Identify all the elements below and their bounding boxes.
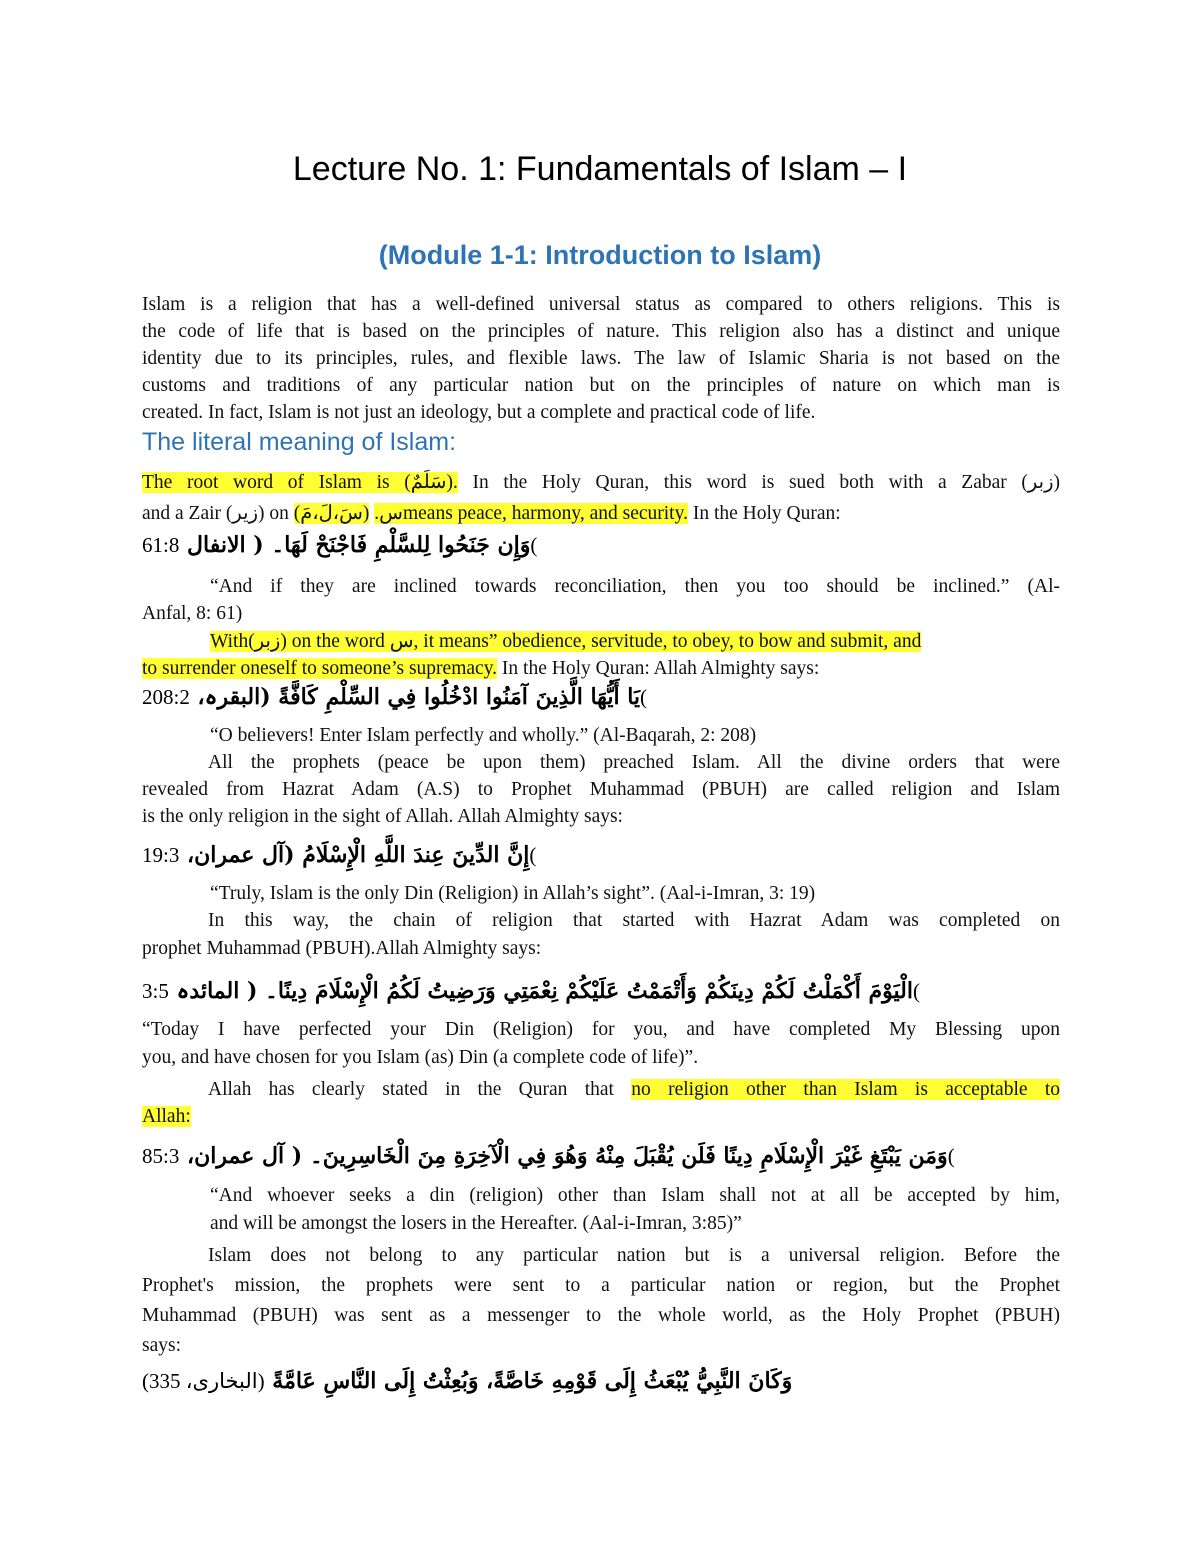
- arabic-text: وَمَن يَبْتَغِ غَيْرَ الْإِسْلَامِ دِينًا فَلَن يُقْبَلَ مِنْهُ وَهُوَ فِي الْآخِرَةِ مِنَ الْخَاسِرِينَ۔ ( آل عمران،: [187, 1143, 948, 1169]
- quran-verse: [142, 842, 742, 868]
- translation-line: and will be amongst the losers in the Hereafter. (Aal-i-Imran, 3:85)”: [210, 1213, 742, 1234]
- verse-reference: 19:3(: [142, 843, 537, 867]
- text-span: Allah has clearly stated in the Quran that: [208, 1079, 632, 1100]
- translation-line: you, and have chosen for you Islam (as) Din (a complete code of life)”.: [142, 1047, 699, 1068]
- text-span: In the Holy Quran, this word is sued both with a Zabar (زبر): [457, 472, 1060, 493]
- universal-line: Prophet's mission, the prophets were sent to a particular nation or region, but the Prophet: [142, 1275, 1060, 1296]
- chain-line: In this way, the chain of religion that started with Hazrat Adam was completed on: [208, 910, 1060, 931]
- translation-line: “And whoever seeks a din (religion) other than Islam shall not at all be accepted by him,: [210, 1185, 1060, 1206]
- quran-verse: [142, 532, 742, 558]
- text-span: In the Holy Quran:: [687, 503, 841, 524]
- quran-verse: [142, 684, 742, 710]
- verse-reference: 3:5(: [142, 979, 920, 1003]
- arabic-text: الْيَوْمَ أَكْمَلْتُ لَكُمْ دِينَكُمْ وَأَتْمَمْتُ عَلَيْكُمْ نِعْمَتِي وَرَضِيتُ لَكُمُ الْإِسْلَامَ دِينًا۔ ( المائدہ: [176, 978, 913, 1004]
- translation-line: “Today I have perfected your Din (Religion) for you, and have completed My Blessing upon: [142, 1019, 1060, 1040]
- obedience-line: [210, 628, 1060, 655]
- prophets-line: All the prophets (peace be upon them) preached Islam. All the divine orders that were: [208, 752, 1060, 773]
- module-heading: (Module 1-1: Introduction to Islam): [378, 240, 822, 270]
- root-word-line: [142, 469, 1060, 496]
- text-span: In the Holy Quran: Allah Almighty says:: [497, 658, 820, 679]
- arabic-text: وَإِن جَنَحُوا لِلسَّلْمِ فَاجْنَحْ لَهَا۔ ( الانفال: [187, 532, 531, 558]
- intro-line: the code of life that is based on the principles of nature. This religion also has a distinct and unique: [142, 321, 1060, 342]
- highlight: (سَ،لَ،مَ)means peace, harmony, and security.: [293, 503, 688, 524]
- acceptance-line: [142, 1103, 1060, 1130]
- chain-line: prophet Muhammad (PBUH).Allah Almighty says:: [142, 938, 542, 959]
- hadith: [142, 1368, 793, 1394]
- intro-line: customs and traditions of any particular nation but on the principles of nature on which man is: [142, 375, 1060, 396]
- universal-line: says:: [142, 1335, 181, 1356]
- translation-line: Anfal, 8: 61): [142, 603, 243, 624]
- root-word-line: [142, 500, 1060, 527]
- acceptance-line: [142, 1076, 1060, 1103]
- intro-line: Islam is a religion that has a well-defined universal status as compared to others religions. This is: [142, 294, 1060, 315]
- arabic-text: إِنَّ الدِّينَ عِندَ اللَّهِ الْإِسْلَامُ (آل عمران،: [187, 842, 530, 868]
- literal-meaning-heading: The literal meaning of Islam:: [142, 428, 457, 456]
- intro-line: identity due to its principles, rules, and flexible laws. The law of Islamic Sharia is not based on the: [142, 348, 1060, 369]
- prophets-line: is the only religion in the sight of Allah. Allah Almighty says:: [142, 806, 623, 827]
- translation-line: “O believers! Enter Islam perfectly and wholly.” (Al-Baqarah, 2: 208): [210, 725, 757, 746]
- quran-verse: [142, 978, 1062, 1004]
- highlight: to surrender oneself to someone’s supremacy.: [142, 658, 498, 679]
- universal-line: Muhammad (PBUH) was sent as a messenger to the whole world, as the Holy Prophet (PBUH): [142, 1305, 1060, 1326]
- highlight: no religion other than Islam is acceptable to: [631, 1079, 1060, 1100]
- verse-reference: 85:3(: [142, 1144, 955, 1168]
- highlight: The root word of Islam is (سَلَمٌ).: [142, 472, 458, 493]
- highlight: س.: [374, 503, 403, 524]
- arabic-text: يَا أَيُّهَا الَّذِينَ آمَنُوا ادْخُلُوا فِي السِّلْمِ كَافَّةً (البقرہ،: [197, 684, 641, 710]
- translation-line: “And if they are inclined towards reconciliation, then you too should be inclined.” (Al-: [210, 576, 1060, 597]
- verse-reference: 61:8(: [142, 533, 538, 557]
- highlight: With(زبر) on the word س, it means” obedience, servitude, to obey, to bow and submit, and: [210, 631, 922, 652]
- prophets-line: revealed from Hazrat Adam (A.S) to Prophet Muhammad (PBUH) are called religion and Islam: [142, 779, 1060, 800]
- obedience-line: [142, 655, 1060, 682]
- text-span: and a Zair (زیر) on: [142, 503, 294, 524]
- arabic-text: وَكَانَ النَّبِيُّ يُبْعَثُ إِلَى قَوْمِهِ خَاصَّةً، وَبُعِثْتُ إِلَى النَّاسِ عَامَّةً: [272, 1368, 793, 1394]
- intro-line: created. In fact, Islam is not just an ideology, but a complete and practical code of life.: [142, 402, 816, 423]
- page-title: Lecture No. 1: Fundamentals of Islam – I: [292, 150, 908, 188]
- translation-line: “Truly, Islam is the only Din (Religion) in Allah’s sight”. (Aal-i-Imran, 3: 19): [210, 883, 816, 904]
- hadith-reference: (البخاری، 335): [142, 1369, 265, 1393]
- quran-verse: [142, 1143, 1062, 1169]
- highlight: Allah:: [142, 1106, 191, 1127]
- universal-line: Islam does not belong to any particular nation but is a universal religion. Before the: [208, 1245, 1060, 1266]
- verse-reference: 208:2(: [142, 685, 648, 709]
